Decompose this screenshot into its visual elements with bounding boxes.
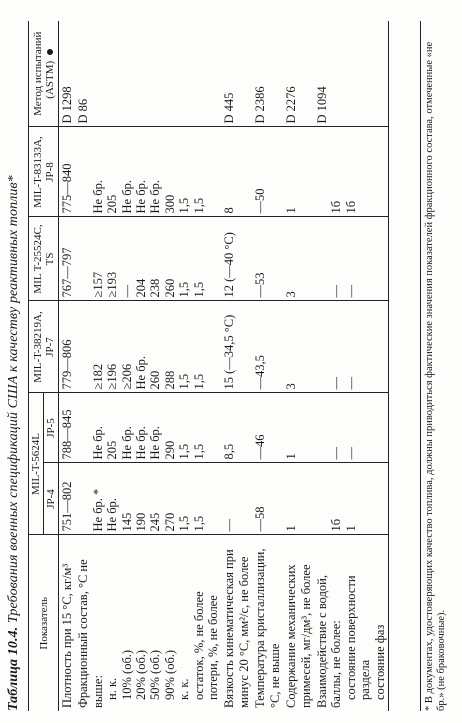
value-cell-jp8 [283,127,314,217]
indicator-line: Содержание механических примесей, мг/дм³, не более [284,564,313,708]
value-cell-jp8 [221,127,252,217]
ink-dot-mark [47,49,53,55]
value-line: —53 [253,272,268,298]
value-line: 1 [284,525,299,532]
indicator-line: Плотность при 15 °С, кг/м³ [60,563,74,708]
value-line: 190 [134,512,149,532]
value-line: 1,5 [191,197,206,214]
value-cell-jp5 [75,393,221,463]
value-line: 270 [162,512,177,532]
value-line: 779—806 [60,339,74,390]
header-mil-t-5624l: MIL-T-5624L [29,393,44,535]
value-cell-jp5 [252,393,283,463]
value-cell-jp4 [59,463,76,535]
table-row [221,21,252,711]
table-caption [6,21,22,711]
row-indicator-cell [314,535,389,711]
indicator-line: Взаимодействие с водой, баллы, не более: [314,575,344,708]
value-line: D 445 [222,92,237,124]
value-line: 3 [284,291,299,298]
value-cell-jp5 [283,393,314,463]
indicator-line: к. к. [177,678,192,700]
header-indicator: Показатель [29,535,59,711]
value-line: 1,5 [191,373,206,390]
spec-table-body [59,21,389,711]
value-line: 205 [105,440,120,460]
value-cell-ts [221,217,252,301]
value-line [76,467,90,532]
row-indicator-cell [283,535,314,711]
value-line [76,220,90,297]
value-line: Не бр. [90,180,105,214]
indicator-line: 50% (об.) [148,649,163,700]
indicator-line: 90% (об.) [162,649,177,700]
table-row [314,21,389,711]
value-cell-jp8 [314,127,389,217]
value-cell-jp7 [75,301,221,393]
table-row [252,21,283,711]
indicator-line: Температура кристаллизации, °С, не выше [253,548,282,708]
value-cell-astm [314,21,389,127]
indicator-line: Вязкость кинематическая при минус 20 °С, мм²/с, не более [222,549,251,708]
value-cell-jp7 [221,301,252,393]
value-line: — [222,519,237,532]
value-line: Не бр. [134,180,149,214]
value-line: Не бр. [134,356,149,390]
value-line: ≥206 [119,363,134,390]
value-line: 1б [329,200,344,214]
value-cell-astm [75,21,221,127]
value-line: D 86 [76,98,91,124]
header-astm-method [29,21,59,127]
value-line: ≥193 [105,271,120,298]
value-line: ≥196 [105,363,120,390]
header-astm-label: Метод испытаний (ASTM) [31,31,56,116]
value-line: 1,5 [191,443,206,460]
value-line [315,130,329,213]
value-cell-jp5 [221,393,252,463]
value-cell-jp7 [314,301,389,393]
value-line [315,304,329,389]
value-line: 8,5 [222,443,237,460]
table-row [75,21,221,711]
value-cell-jp4 [221,463,252,535]
header-mil-t-25524c: MIL T-25524C, TS [29,217,59,301]
table-footnote: * В документах, удостоверяющих качество топлива, должны приводиться фактические значения показателей фракционного состава, отмеченные «не бр.» (не браковочные). [420,21,448,711]
indicator-line: н. к. [105,677,120,700]
indicator-line: состояние поверхности раздела [343,575,373,700]
value-line: 8 [222,207,237,214]
value-line: 767—797 [60,247,74,298]
indicator-line: остаток, %, не более [191,591,206,700]
value-cell-jp8 [252,127,283,217]
value-line: — [343,447,358,460]
value-line [315,220,329,297]
value-line: Не бр. [90,426,105,460]
row-indicator-cell [75,535,221,711]
value-line: 1,5 [177,281,192,298]
value-line: 1 [284,207,299,214]
value-line: 145 [119,512,134,532]
value-line: ≥182 [90,363,105,390]
header-jp5: JP-5 [44,393,59,463]
value-cell-jp4 [75,463,221,535]
value-line: Не бр. [148,426,163,460]
indicator-line: потери, %, не более [206,595,221,700]
value-cell-jp4 [252,463,283,535]
value-cell-jp4 [283,463,314,535]
value-line: D 2276 [284,86,299,124]
value-cell-jp7 [59,301,76,393]
indicator-line: Фракционный состав, °С не выше: [76,559,105,708]
value-line: — [329,447,344,460]
value-line: 1б [329,518,344,532]
value-line: D 1094 [314,86,329,124]
value-line: 288 [162,370,177,390]
value-line: — [343,284,358,298]
value-line: 1,5 [177,197,192,214]
value-line: 205 [105,194,120,214]
value-cell-astm [252,21,283,127]
value-cell-ts [314,217,389,301]
value-line: 1,5 [177,515,192,532]
value-cell-jp5 [59,393,76,463]
value-line: 15 (—34,5 °С) [222,314,237,390]
value-line [315,396,329,459]
value-cell-astm [59,21,76,127]
value-line: 1б [343,200,358,214]
indicator-line: 10% (об.) [119,649,134,700]
value-line: D 1298 [60,86,74,124]
value-cell-ts [75,217,221,301]
value-line: 1,5 [191,281,206,298]
row-indicator-cell [252,535,283,711]
value-line: — [343,376,358,390]
value-line: 238 [148,278,163,298]
value-line: 260 [148,370,163,390]
value-line: — [329,376,344,390]
value-line: 1,5 [177,443,192,460]
value-line: 260 [162,278,177,298]
value-cell-astm [283,21,314,127]
value-line: — [119,284,134,298]
indicator-line: состояние фаз [372,624,387,700]
value-line: 12 (—40 °С) [222,232,237,298]
table-number: Таблица 10.4. [6,626,21,711]
header-mil-t-38219a: MIL-T-38219A, JP-7 [29,301,59,393]
value-line: Не бр. * [90,488,105,532]
value-line: Не бр. [105,498,120,532]
value-line: 1 [343,525,358,532]
spec-table [28,21,389,711]
value-cell-ts [59,217,76,301]
value-line: D 2386 [253,86,268,124]
value-line [76,130,90,213]
value-line [76,304,90,389]
value-line: — [329,284,344,298]
table-title: Требования военных спецификаций США к качеству реактивных топлив* [6,175,21,624]
row-indicator-cell [59,535,76,711]
value-cell-jp5 [314,393,389,463]
value-line: —43,5 [253,355,268,390]
value-line [76,396,90,459]
value-cell-astm [221,21,252,127]
value-line: 290 [162,440,177,460]
value-cell-ts [252,217,283,301]
value-line: 245 [148,512,163,532]
header-jp4: JP-4 [44,463,59,535]
value-line: Не бр. [119,426,134,460]
value-line: 300 [162,194,177,214]
value-cell-jp7 [252,301,283,393]
value-line: 1 [284,453,299,460]
header-mil-t-83133a: MIL-T-83133A, JP-8 [29,127,59,217]
table-row [283,21,314,711]
value-line [315,467,329,532]
value-cell-jp8 [59,127,76,217]
table-row [59,21,76,711]
value-line: 775—840 [60,163,74,214]
value-line: —50 [253,188,268,214]
value-line: Не бр. [148,180,163,214]
value-line: Не бр. [134,426,149,460]
value-line: Не бр. [119,180,134,214]
value-line: —58 [253,506,268,532]
value-line: —46 [253,434,268,460]
value-line: 751—802 [60,481,74,532]
value-cell-jp7 [283,301,314,393]
value-line: 204 [134,278,149,298]
value-line: 1,5 [191,515,206,532]
value-line: ≥157 [90,271,105,298]
value-line: 1,5 [177,373,192,390]
value-cell-jp4 [314,463,389,535]
row-indicator-cell [221,535,252,711]
value-line: 3 [284,383,299,390]
value-cell-ts [283,217,314,301]
indicator-line: 20% (об.) [134,649,149,700]
value-line: 788—845 [60,409,74,460]
value-cell-jp8 [75,127,221,217]
